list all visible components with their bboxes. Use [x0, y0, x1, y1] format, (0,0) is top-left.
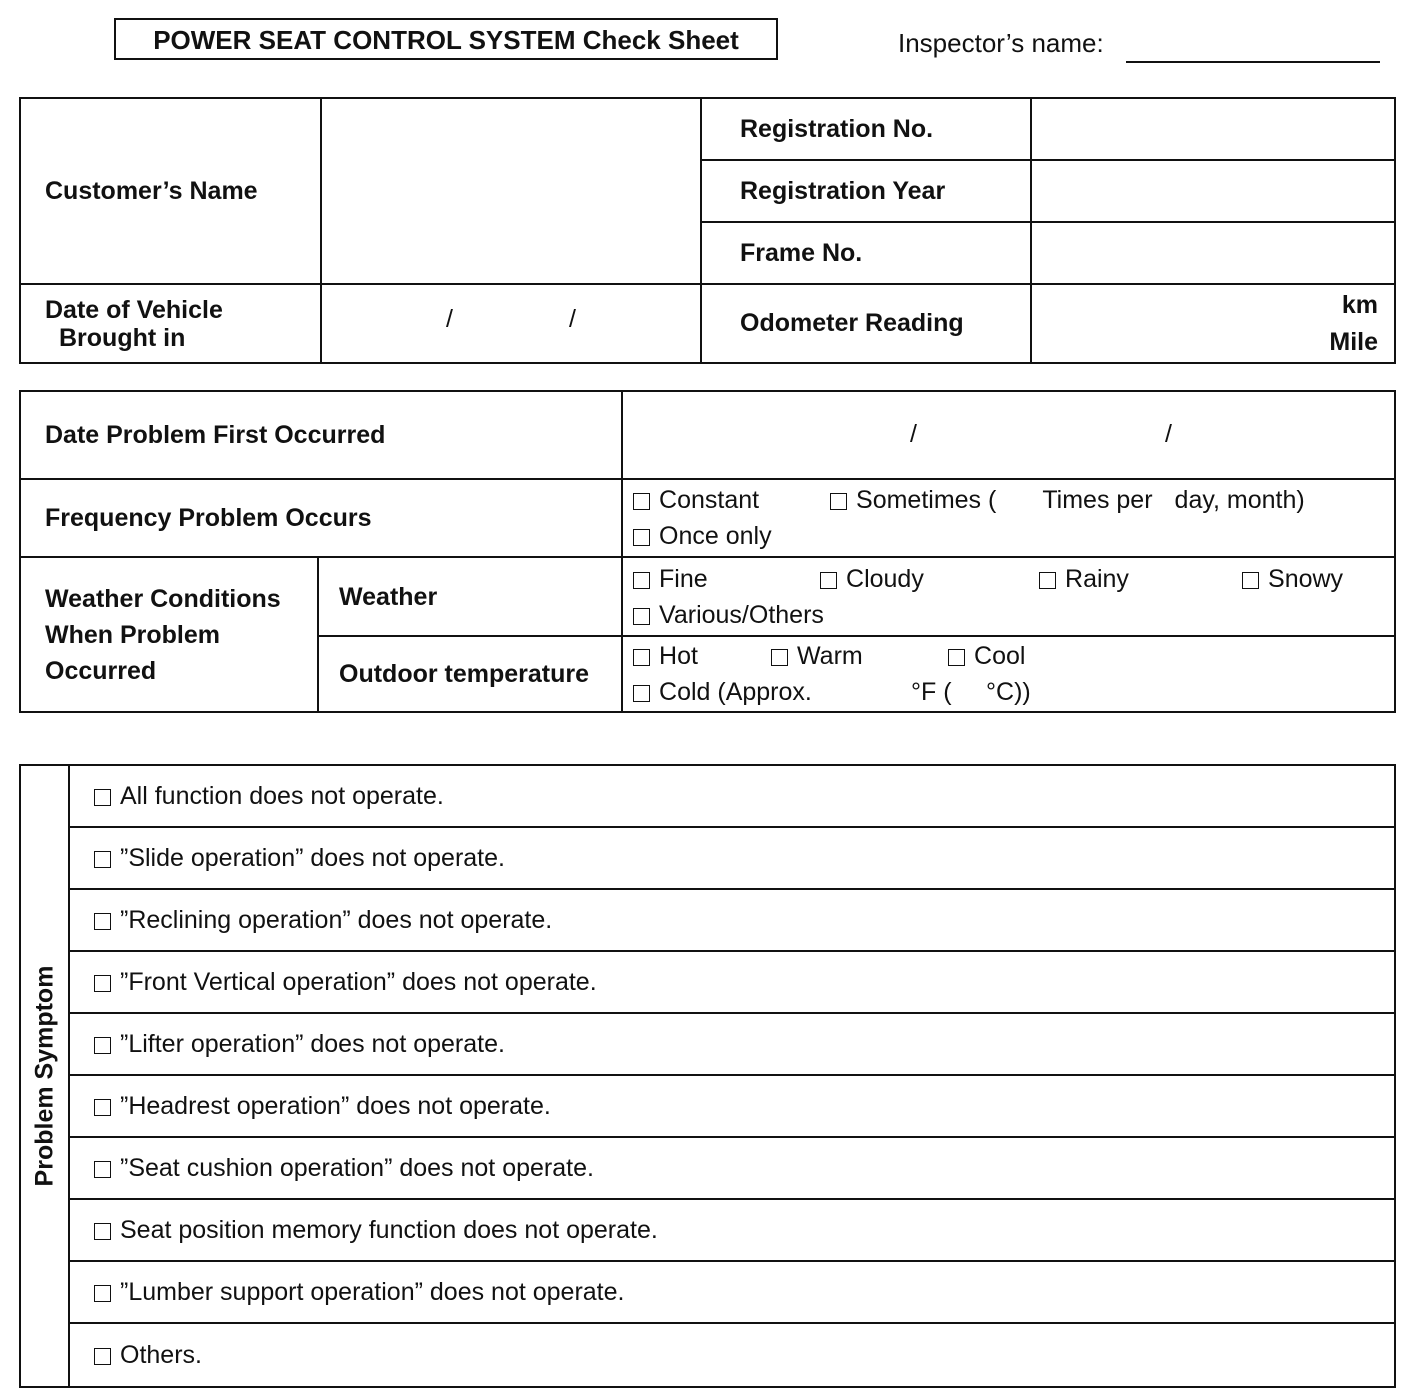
frame-no-field[interactable]	[1031, 222, 1395, 284]
checkbox[interactable]	[94, 1223, 111, 1240]
weather-conditions-line1: Weather Conditions	[45, 584, 281, 613]
option-label: Cold (Approx.	[659, 678, 812, 706]
frequency-times-per-label: Times per	[1042, 486, 1153, 514]
checkbox[interactable]	[94, 851, 111, 868]
checkbox[interactable]	[633, 529, 650, 546]
symptom-label: Seat position memory function does not operate.	[120, 1215, 658, 1244]
checkbox[interactable]	[1242, 572, 1259, 589]
frequency-options	[622, 479, 1395, 557]
unit-mile: Mile	[1329, 328, 1378, 356]
option-label: Sometimes (	[856, 486, 997, 514]
frequency-constant-option[interactable]	[633, 482, 830, 518]
checkbox[interactable]	[94, 975, 111, 992]
customer-name-label: Customer’s Name	[20, 98, 321, 284]
checkbox[interactable]	[830, 493, 847, 510]
temp-hot-option[interactable]	[633, 638, 771, 674]
symptom-item[interactable]	[69, 889, 1395, 951]
inspector-name-field[interactable]	[1126, 61, 1380, 63]
temperature-label: Outdoor temperature	[318, 636, 622, 712]
option-label: Constant	[659, 486, 760, 514]
weather-conditions-line2: When Problem	[45, 620, 221, 649]
registration-year-label: Registration Year	[701, 160, 1031, 222]
temp-cold-option[interactable]	[633, 674, 911, 710]
temp-celsius-label: °C))	[986, 678, 1031, 706]
frame-no-label: Frame No.	[701, 222, 1031, 284]
date-separator: /	[569, 305, 576, 333]
symptom-item[interactable]	[69, 1137, 1395, 1199]
weather-snowy-option[interactable]	[1242, 561, 1343, 597]
checkbox[interactable]	[94, 1348, 111, 1365]
inspector-name-label: Inspector’s name:	[898, 28, 1104, 58]
temp-warm-option[interactable]	[771, 638, 948, 674]
symptom-label: ”Slide operation” does not operate.	[120, 843, 505, 872]
date-first-occurred-field[interactable]	[622, 391, 1395, 479]
problem-info-table	[19, 390, 1396, 713]
symptom-item[interactable]	[69, 1075, 1395, 1137]
weather-rainy-option[interactable]	[1039, 561, 1242, 597]
symptom-item[interactable]	[69, 951, 1395, 1013]
registration-no-field[interactable]	[1031, 98, 1395, 160]
checkbox[interactable]	[94, 789, 111, 806]
symptom-label: ”Front Vertical operation” does not operate.	[120, 967, 597, 996]
checkbox[interactable]	[94, 1285, 111, 1302]
symptom-item[interactable]	[69, 1261, 1395, 1323]
option-label: Cool	[974, 642, 1026, 670]
date-first-occurred-label: Date Problem First Occurred	[20, 391, 622, 479]
symptom-label: ”Lifter operation” does not operate.	[120, 1029, 505, 1058]
weather-options	[622, 557, 1395, 636]
symptom-label: All function does not operate.	[120, 781, 444, 810]
temperature-options	[622, 636, 1395, 712]
symptom-label: Others.	[120, 1340, 202, 1369]
checkbox[interactable]	[771, 649, 788, 666]
vehicle-info-table	[19, 97, 1396, 364]
symptom-label: ”Seat cushion operation” does not operate.	[120, 1153, 594, 1182]
frequency-label: Frequency Problem Occurs	[20, 479, 622, 557]
date-brought-in-field[interactable]	[321, 284, 701, 363]
date-separator: /	[1165, 420, 1172, 448]
odometer-label: Odometer Reading	[701, 284, 1031, 363]
temp-fahrenheit-label: °F (	[911, 678, 952, 706]
checkbox[interactable]	[633, 608, 650, 625]
frequency-sometimes-option[interactable]	[830, 482, 996, 518]
option-label: Rainy	[1065, 564, 1129, 593]
checkbox[interactable]	[94, 1099, 111, 1116]
frequency-once-option[interactable]	[633, 518, 772, 554]
unit-km: km	[1341, 291, 1378, 319]
weather-various-option[interactable]	[633, 597, 824, 633]
checkbox[interactable]	[1039, 572, 1056, 589]
registration-year-field[interactable]	[1031, 160, 1395, 222]
option-label: Hot	[659, 642, 698, 670]
page-title: POWER SEAT CONTROL SYSTEM Check Sheet	[114, 18, 778, 60]
symptom-item[interactable]	[69, 1199, 1395, 1261]
option-label: Once only	[659, 522, 772, 550]
symptom-label: ”Lumber support operation” does not operate.	[120, 1277, 625, 1306]
symptom-item[interactable]	[69, 765, 1395, 827]
option-label: Cloudy	[846, 564, 924, 593]
registration-no-label: Registration No.	[701, 98, 1031, 160]
date-brought-in-label-line1: Date of Vehicle	[45, 295, 223, 324]
checkbox[interactable]	[94, 913, 111, 930]
option-label: Various/Others	[659, 600, 824, 629]
checkbox[interactable]	[633, 685, 650, 702]
symptom-label: ”Headrest operation” does not operate.	[120, 1091, 551, 1120]
weather-conditions-line3: Occurred	[45, 656, 157, 685]
frequency-day-month-label: day, month)	[1174, 486, 1305, 514]
problem-symptom-table	[19, 764, 1396, 1388]
option-label: Fine	[659, 564, 708, 593]
symptom-item[interactable]	[69, 1013, 1395, 1075]
odometer-field[interactable]	[1031, 284, 1395, 363]
date-separator: /	[910, 420, 917, 448]
weather-fine-option[interactable]	[633, 561, 820, 597]
date-separator: /	[446, 305, 453, 333]
checkbox[interactable]	[633, 649, 650, 666]
problem-symptom-label: Problem Symptom	[30, 965, 58, 1187]
problem-symptom-label-cell	[20, 765, 69, 1387]
weather-label: Weather	[318, 557, 622, 636]
customer-name-field[interactable]	[321, 98, 701, 284]
temp-cool-option[interactable]	[948, 638, 1025, 674]
weather-cloudy-option[interactable]	[820, 561, 1039, 597]
symptom-item[interactable]	[69, 827, 1395, 889]
checkbox[interactable]	[633, 572, 650, 589]
checkbox[interactable]	[94, 1161, 111, 1178]
symptom-item[interactable]	[69, 1323, 1395, 1387]
weather-conditions-label	[20, 557, 318, 712]
checkbox[interactable]	[633, 493, 650, 510]
date-brought-in-label-line2: Brought in	[59, 323, 186, 352]
checkbox[interactable]	[94, 1037, 111, 1054]
checkbox[interactable]	[948, 649, 965, 666]
checkbox[interactable]	[820, 572, 837, 589]
date-brought-in-label	[20, 284, 321, 363]
option-label: Snowy	[1268, 564, 1344, 593]
option-label: Warm	[797, 642, 863, 670]
symptom-label: ”Reclining operation” does not operate.	[120, 905, 553, 934]
